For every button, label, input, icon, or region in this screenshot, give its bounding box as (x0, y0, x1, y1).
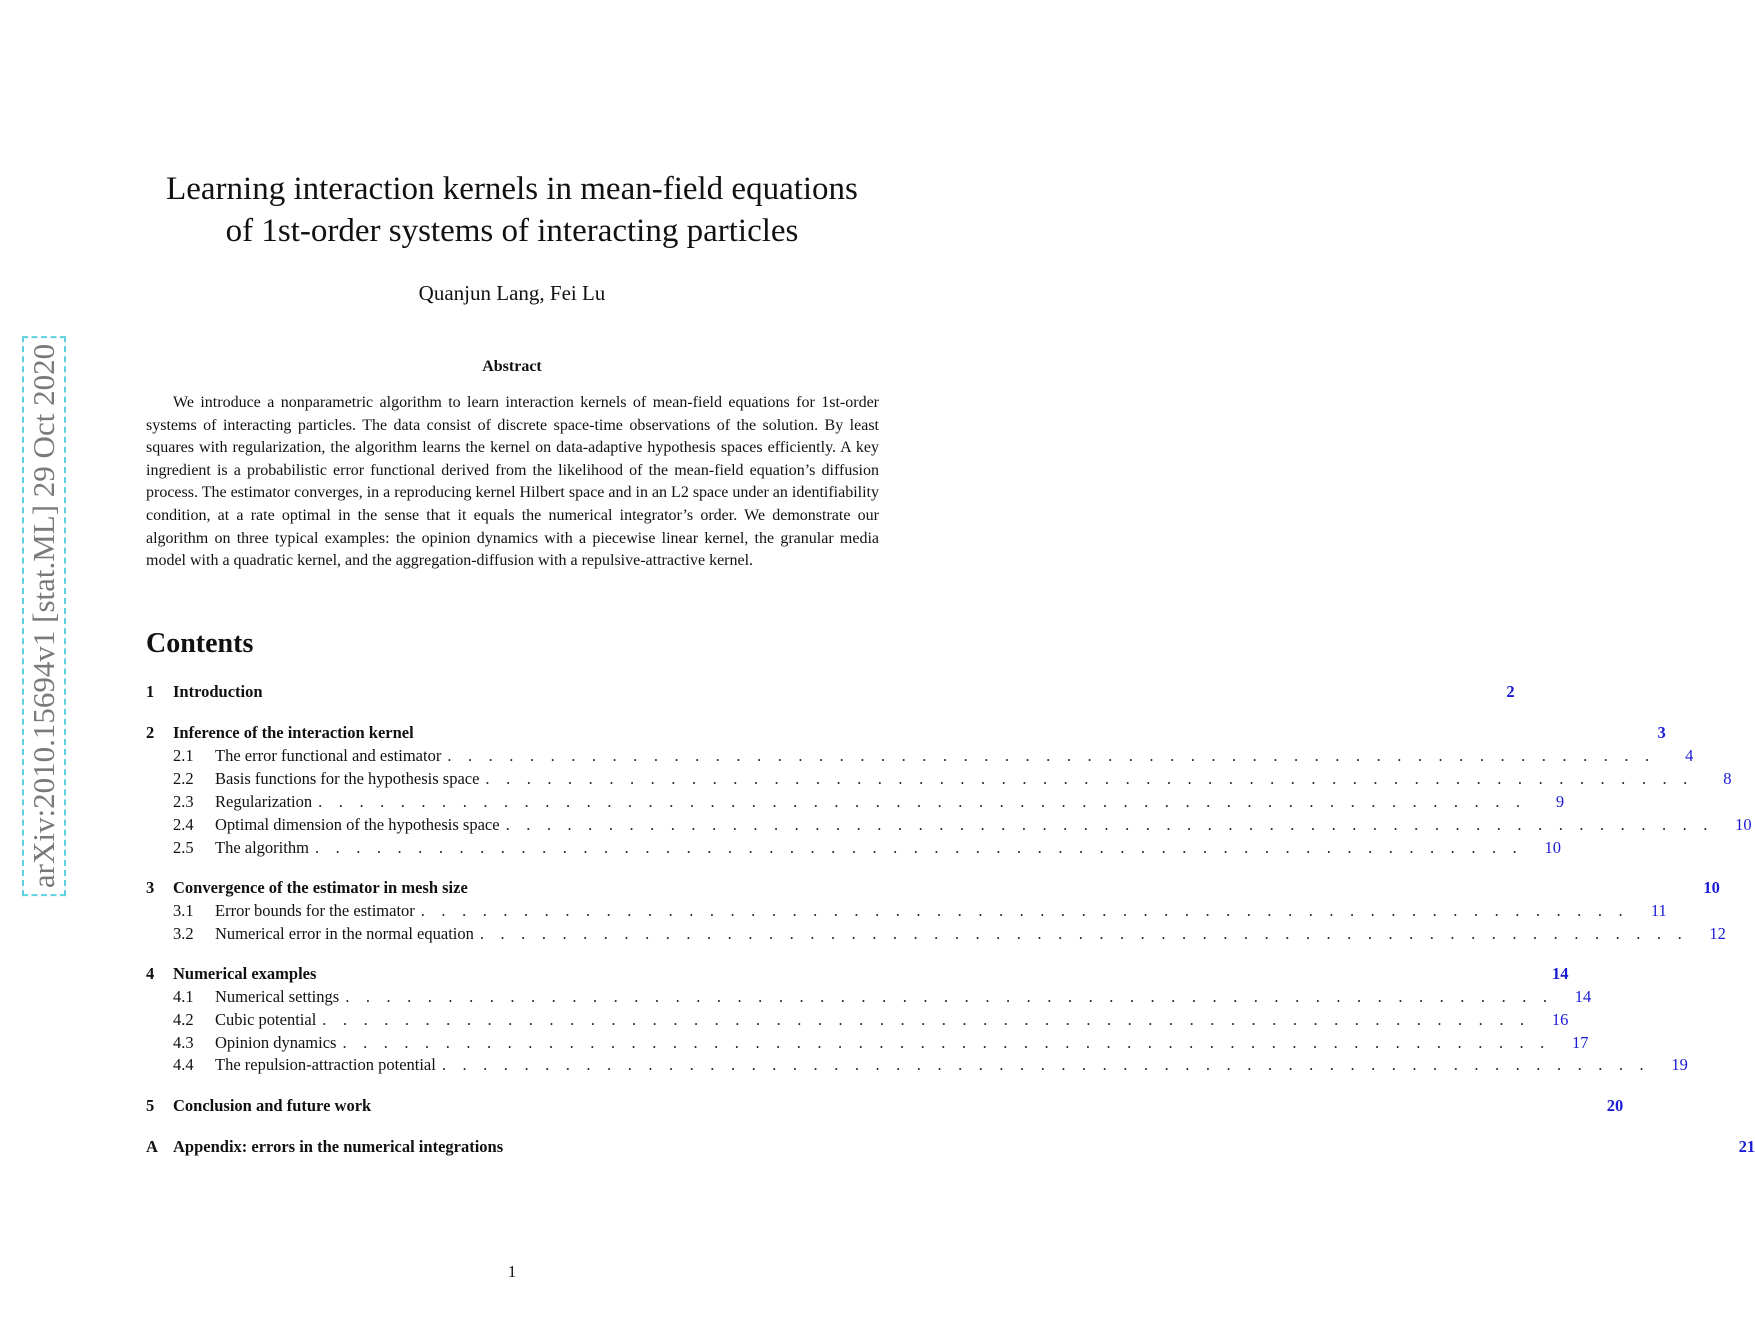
toc-number: 3.1 (173, 901, 194, 920)
dot-leader: . . . . . . . . . . . . . . . . . . . . . . . . . . . . . . . . . . . . . . . . . . . . . . . . . . . . . . . . . . . (441, 1055, 1650, 1074)
toc-subsection-row[interactable] (146, 899, 1667, 922)
toc-section-row[interactable] (146, 1135, 1755, 1158)
toc-title[interactable]: Conclusion and future work (173, 1096, 372, 1115)
toc-page-link[interactable]: 9 (1555, 792, 1565, 811)
contents-heading: Contents (146, 628, 254, 659)
toc-title[interactable]: Error bounds for the estimator (215, 901, 415, 920)
toc-title[interactable]: The error functional and estimator (215, 746, 442, 765)
toc-number: 1 (146, 682, 155, 701)
toc-page-link[interactable]: 4 (1685, 746, 1694, 765)
toc-page-link[interactable]: 2 (1506, 682, 1515, 701)
dot-leader: . . . . . . . . . . . . . . . . . . . . . . . . . . . . . . . . . . . . . . . . . . . . . . . . . . . . . . . . . . . (505, 815, 1714, 834)
toc-page-link[interactable]: 20 (1606, 1096, 1624, 1115)
toc-page-link[interactable]: 17 (1571, 1033, 1589, 1052)
toc-page-link[interactable]: 10 (1703, 878, 1720, 897)
toc-section-row[interactable] (146, 876, 1720, 899)
dot-leader: . . . . . . . . . . . . . . . . . . . . . . . . . . . . . . . . . . . . . . . . . . . . . . . . . . . . . . . . . . . (479, 924, 1688, 943)
toc-subsection-row[interactable] (146, 1053, 1688, 1076)
toc-title[interactable]: Numerical settings (215, 987, 340, 1006)
toc-number: 2.3 (173, 792, 194, 811)
toc-subsection-row[interactable] (146, 836, 1561, 859)
toc-title[interactable]: Basis functions for the hypothesis space (215, 769, 480, 788)
toc-number: A (146, 1137, 158, 1156)
toc-page-link[interactable]: 12 (1709, 924, 1726, 943)
toc-title[interactable]: Inference of the interaction kernel (173, 723, 414, 742)
toc-title[interactable]: Appendix: errors in the numerical integrations (173, 1137, 504, 1156)
toc-number: 2.4 (173, 815, 194, 834)
dot-leader: . . . . . . . . . . . . . . . . . . . . . . . . . . . . . . . . . . . . . . . . . . . . . . . . . . . . . . . . . . . (485, 769, 1694, 788)
dot-leader: . . . . . . . . . . . . . . . . . . . . . . . . . . . . . . . . . . . . . . . . . . . . . . . . . . . . . . . . . . . (314, 838, 1523, 857)
toc-number: 2.5 (173, 838, 194, 857)
toc-title[interactable]: Convergence of the estimator in mesh size (173, 878, 468, 897)
toc-subsection-row[interactable] (146, 922, 1726, 945)
dot-leader: . . . . . . . . . . . . . . . . . . . . . . . . . . . . . . . . . . . . . . . . . . . . . . . . . . . . . . . . . . . (447, 746, 1656, 765)
toc-subsection-row[interactable] (146, 813, 1752, 836)
toc-subsection-row[interactable] (146, 767, 1732, 790)
toc-subsection-row[interactable] (146, 1008, 1569, 1031)
abstract-heading: Abstract (482, 358, 542, 375)
dot-leader: . . . . . . . . . . . . . . . . . . . . . . . . . . . . . . . . . . . . . . . . . . . . . . . . . . . . . . . . . . . (345, 987, 1554, 1006)
toc-number: 4 (146, 964, 155, 983)
toc-title[interactable]: Numerical error in the normal equation (215, 924, 474, 943)
dot-leader: . . . . . . . . . . . . . . . . . . . . . . . . . . . . . . . . . . . . . . . . . . . . . . . . . . . . . . . . . . . (322, 1010, 1531, 1029)
toc-number: 5 (146, 1096, 155, 1115)
dot-leader: . . . . . . . . . . . . . . . . . . . . . . . . . . . . . . . . . . . . . . . . . . . . . . . . . . . . . . . . . . . (342, 1033, 1551, 1052)
toc-section-row[interactable] (146, 1094, 1624, 1117)
toc-page-link[interactable]: 10 (1544, 838, 1561, 857)
toc-number: 4.1 (173, 987, 194, 1006)
toc-section-row[interactable] (146, 680, 1515, 703)
toc-page-link[interactable]: 14 (1574, 987, 1592, 1006)
toc-title[interactable]: Regularization (215, 792, 313, 811)
toc-subsection-row[interactable] (146, 790, 1565, 813)
toc-title[interactable]: Numerical examples (173, 964, 317, 983)
authors: Quanjun Lang, Fei Lu (418, 281, 606, 305)
toc-page-link[interactable]: 19 (1671, 1055, 1688, 1074)
toc-page-link[interactable]: 10 (1735, 815, 1752, 834)
toc-number: 4.3 (173, 1033, 194, 1052)
toc-number: 3 (146, 878, 155, 897)
abstract-text: We introduce a nonparametric algorithm to learn interaction kernels of mean-field equations for 1st-order systems of interacting particles. The data consist of discrete space-time observations of the solution. By least squares with regularization, the algorithm learns the kernel on data-adaptive hypothesis spaces efficiently. A key ingredient is a probabilistic error functional derived from the likelihood of the mean-field equation’s diffusion process. The estimator converges, in a reproducing kernel Hilbert space and in an L2 space under an identifiability condition, at a rate optimal in the sense that it equals the numerical integrator’s order. We demonstrate our algorithm on three typical examples: the opinion dynamics with a piecewise linear kernel, the granular media model with a quadratic kernel, and the aggregation-diffusion with a repulsive-attractive kernel. (146, 394, 879, 570)
toc-number: 2 (146, 723, 155, 742)
paper-title (100, 168, 924, 252)
toc-title[interactable]: Opinion dynamics (215, 1033, 337, 1052)
toc-section-row[interactable] (146, 721, 1666, 744)
dot-leader: . . . . . . . . . . . . . . . . . . . . . . . . . . . . . . . . . . . . . . . . . . . . . . . . . . . . . . . . . . . (420, 901, 1629, 920)
toc-title[interactable]: The algorithm (215, 838, 309, 857)
arxiv-stamp[interactable]: arXiv:2010.15694v1 [stat.ML] 29 Oct 2020 (22, 336, 66, 896)
toc-title[interactable]: Introduction (173, 682, 263, 701)
title-line-2: of 1st-order systems of interacting particles (225, 213, 799, 249)
toc-subsection-row[interactable] (146, 985, 1592, 1008)
toc-number: 4.4 (173, 1055, 194, 1074)
page-number: 1 (507, 1262, 517, 1281)
toc-subsection-row[interactable] (146, 744, 1694, 767)
toc-title[interactable]: Optimal dimension of the hypothesis space (215, 815, 500, 834)
toc-page-link[interactable]: 16 (1551, 1010, 1569, 1029)
toc-page-link[interactable]: 14 (1551, 964, 1569, 983)
toc-title[interactable]: Cubic potential (215, 1010, 317, 1029)
toc-page-link[interactable]: 11 (1650, 901, 1667, 920)
toc-number: 4.2 (173, 1010, 194, 1029)
title-line-1: Learning interaction kernels in mean-field equations (166, 171, 858, 207)
toc-subsection-row[interactable] (146, 1031, 1589, 1054)
toc-number: 2.1 (173, 746, 194, 765)
toc-page-link[interactable]: 3 (1657, 723, 1666, 742)
toc-section-row[interactable] (146, 962, 1569, 985)
toc-title[interactable]: The repulsion-attraction potential (215, 1055, 436, 1074)
toc-number: 2.2 (173, 769, 194, 788)
toc-number: 3.2 (173, 924, 194, 943)
toc-page-link[interactable]: 21 (1738, 1137, 1755, 1156)
dot-leader: . . . . . . . . . . . . . . . . . . . . . . . . . . . . . . . . . . . . . . . . . . . . . . . . . . . . . . . . . . . (318, 792, 1527, 811)
toc-page-link[interactable]: 8 (1723, 769, 1732, 788)
